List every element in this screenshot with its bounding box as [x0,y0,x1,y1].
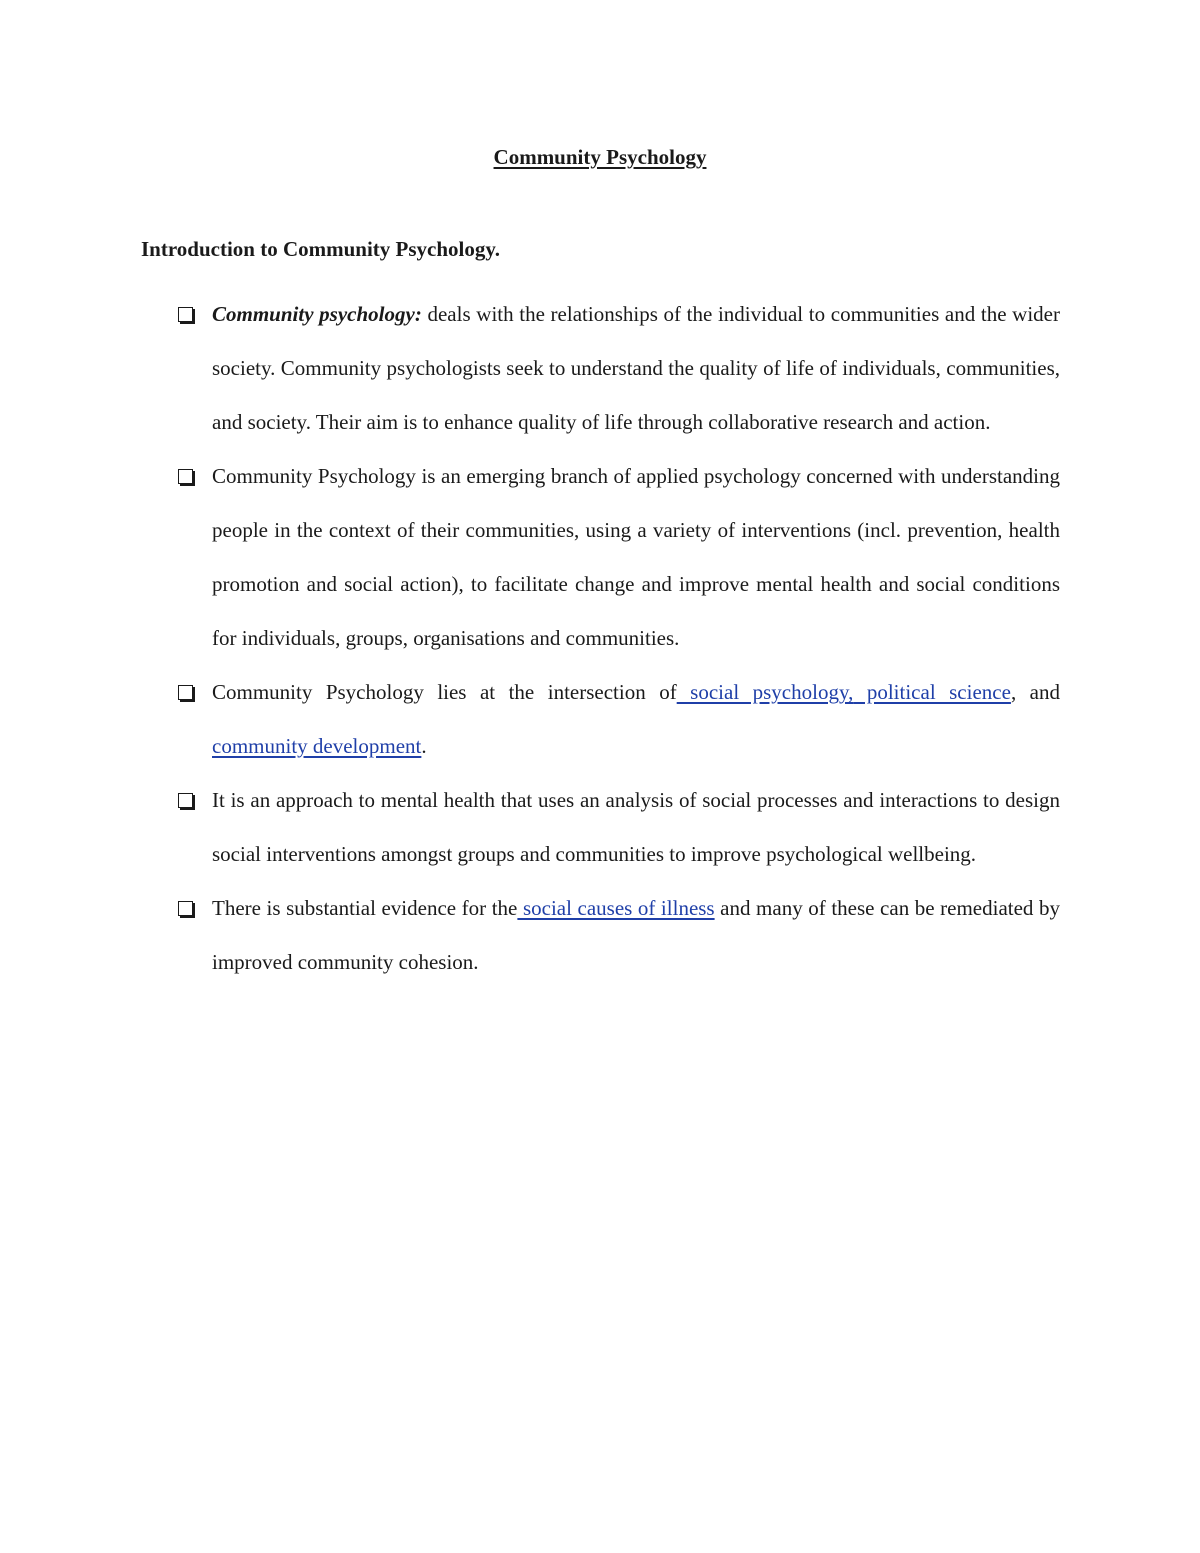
list-item [176,773,1060,881]
checkbox-icon [178,793,193,808]
term-label: Community psychology [212,302,415,326]
list-item-text: Community Psychology lies at the intersection of [212,680,677,704]
checkbox-icon [178,469,193,484]
list-item [176,881,1060,989]
list-item-text: There is substantial evidence for the [212,896,518,920]
bullet-list [176,287,1060,989]
list-item-text: deals with the relationships of the individual to communities and the wider society. Community psychologists seek to understand the quality of life of individuals, communities, and society. Their aim is to enhance quality of life through collaborative research and action. [212,302,1060,434]
list-item-text: and many of these can be remediated by improved community cohesion. [212,896,1060,974]
list-item-text: . [421,734,427,758]
document-title: Community Psychology [493,145,707,169]
social-causes-of-illness-link[interactable]: social causes of illness [517,896,715,920]
checkbox-icon [178,901,193,916]
social-psychology-link[interactable]: social psychology, [676,680,854,704]
list-item [176,665,1060,773]
community-development-link[interactable]: community development [212,734,422,758]
list-item [176,449,1060,665]
checkbox-icon [178,307,193,322]
list-item [176,287,1060,449]
list-item-text: It is an approach to mental health that uses an analysis of social processes and interactions to design social interventions amongst groups and communities to improve psychological wellbeing. [212,788,1060,866]
term-colon: : [414,302,422,326]
section-heading: Introduction to Community Psychology. [141,237,500,261]
checkbox-icon [178,685,193,700]
list-item-text: Community Psychology is an emerging branch of applied psychology concerned with understanding people in the context of their communities, using a variety of interventions (incl. prevention, health promotion and social action), to facilitate change and improve mental health and social conditions for individuals, groups, organisations and communities. [212,464,1060,650]
list-item-text: , and [1010,680,1060,704]
political-science-link[interactable]: political science [853,680,1011,704]
